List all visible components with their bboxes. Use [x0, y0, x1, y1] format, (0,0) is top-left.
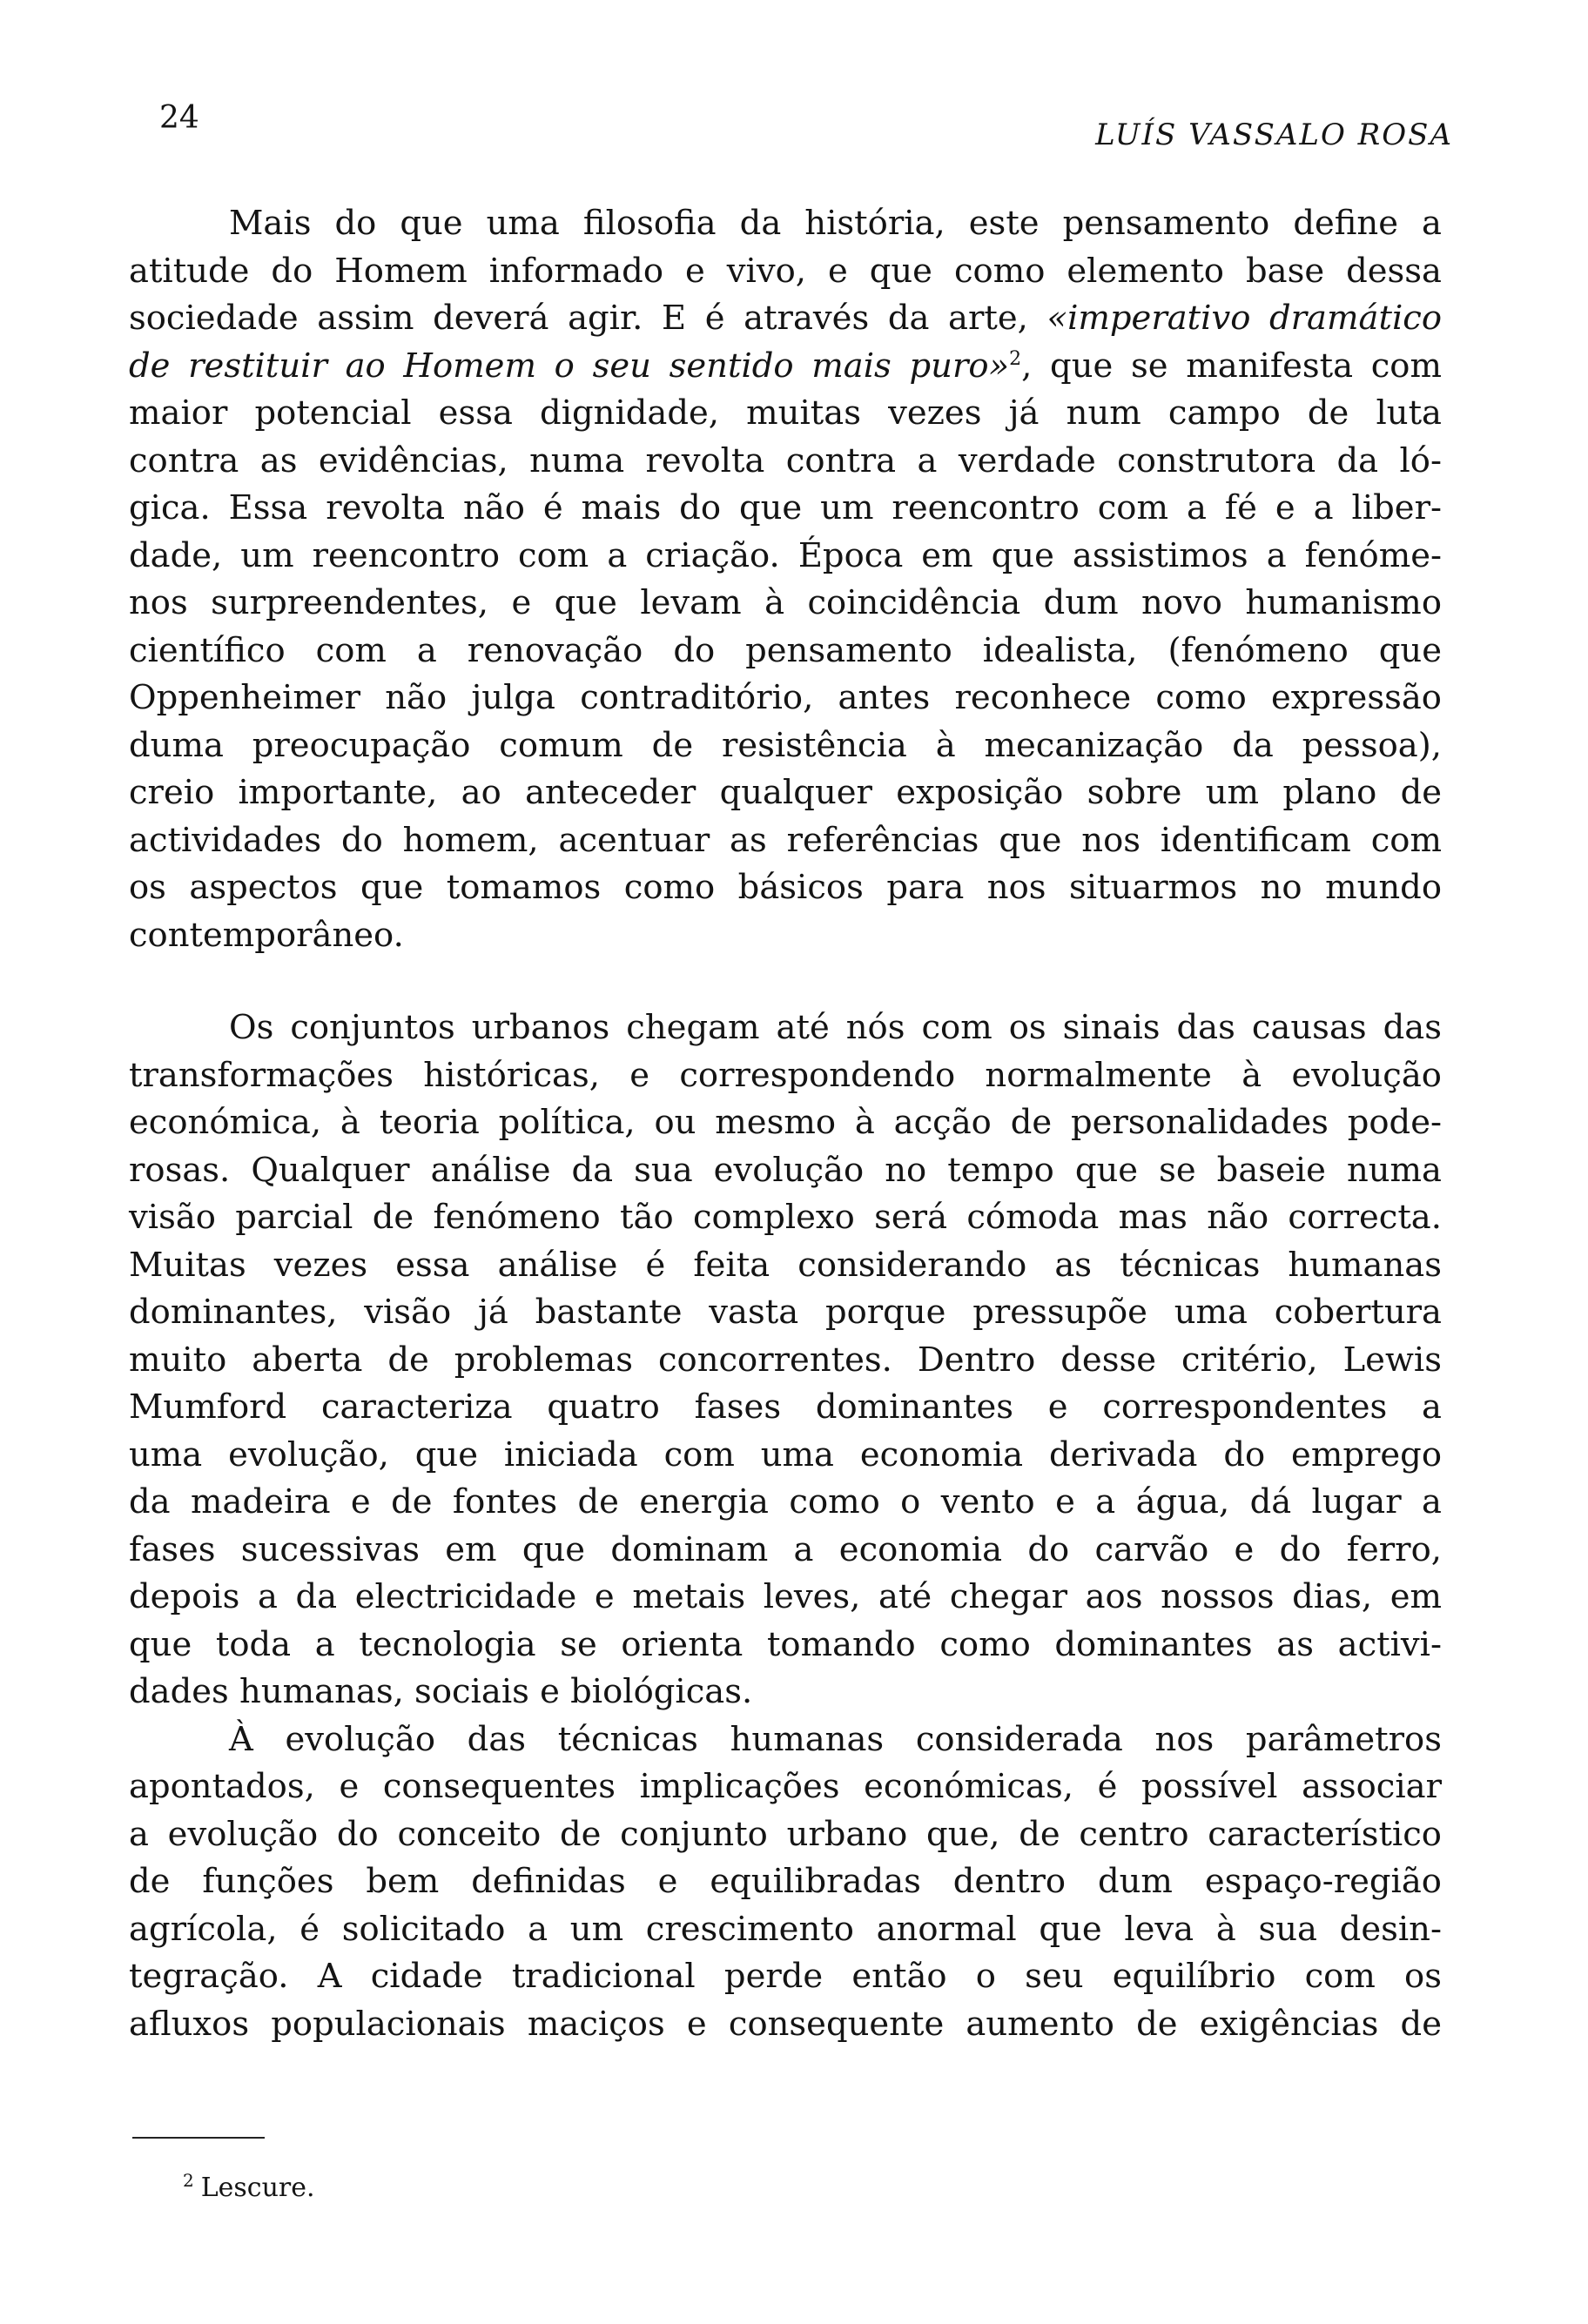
quotation-italic: de restituir ao Homem o seu sentido mais puro»	[129, 346, 1010, 386]
text-line: depois a da electricidade e metais leves, até chegar aos nossos dias, em	[129, 1577, 1442, 1616]
text-line	[129, 343, 1442, 391]
text-run: , que se manifesta com	[1021, 346, 1442, 386]
paragraph-2	[129, 1004, 1442, 1716]
text-line: contemporâneo.	[129, 915, 404, 955]
text-line: apontados, e consequentes implicações económicas, é possível associar	[129, 1767, 1442, 1806]
footnote-separator	[132, 2137, 265, 2139]
text-line: agrícola, é solicitado a um crescimento anormal que leva à sua desin-	[129, 1909, 1442, 1949]
text-line: duma preocupação comum de resistência à mecanização da pessoa),	[129, 725, 1442, 765]
footnote-reference: 2	[1009, 347, 1022, 370]
text-line: que toda a tecnologia se orienta tomando como dominantes as activi-	[129, 1624, 1442, 1664]
footnote	[183, 2170, 315, 2204]
text-line	[129, 295, 1442, 343]
paragraph-spacer	[129, 959, 1442, 1004]
footnote-mark: 2	[183, 2170, 194, 2191]
text-line: nos surpreendentes, e que levam à coincidência dum novo humanismo	[129, 583, 1442, 622]
footnote-text: Lescure.	[200, 2173, 315, 2203]
text-line: dades humanas, sociais e biológicas.	[129, 1672, 753, 1711]
text-line: afluxos populacionais maciços e consequente aumento de exigências de	[129, 2004, 1442, 2044]
text-line: contra as evidências, numa revolta contra a verdade construtora da ló-	[129, 440, 1442, 480]
text-line: Oppenheimer não julga contraditório, antes reconhece como expressão	[129, 678, 1442, 717]
running-header: LUÍS VASSALO ROSA	[1095, 118, 1453, 152]
text-line: muito aberta de problemas concorrentes. Dentro desse critério, Lewis	[129, 1340, 1442, 1380]
text-line: visão parcial de fenómeno tão complexo será cómoda mas não correcta.	[129, 1198, 1442, 1237]
text-line: transformações históricas, e correspondendo normalmente à evolução	[129, 1055, 1442, 1095]
text-line: Muitas vezes essa análise é feita considerando as técnicas humanas	[129, 1245, 1442, 1285]
text-line: creio importante, ao anteceder qualquer exposição sobre um plano de	[129, 773, 1442, 812]
text-line: a evolução do conceito de conjunto urbano que, de centro característico	[129, 1814, 1442, 1854]
text-line: rosas. Qualquer análise da sua evolução no tempo que se baseie numa	[129, 1150, 1442, 1190]
text-line: dominantes, visão já bastante vasta porque pressupõe uma cobertura	[129, 1293, 1442, 1332]
quotation-italic: «imperativo dramático	[1046, 299, 1442, 338]
paragraph-1	[129, 200, 1442, 959]
text-line: económica, à teoria política, ou mesmo à acção de personalidades pode-	[129, 1103, 1442, 1142]
text-line: Mais do que uma filosofia da história, este pensamento define a	[229, 204, 1442, 243]
text-line: da madeira e de fontes de energia como o vento e a água, dá lugar a	[129, 1482, 1442, 1521]
text-run: sociedade assim deverá agir. E é através da arte,	[129, 299, 1047, 338]
text-line: actividades do homem, acentuar as referências que nos identificam com	[129, 820, 1442, 860]
text-line: Os conjuntos urbanos chegam até nós com os sinais das causas das	[229, 1008, 1442, 1047]
text-line: científico com a renovação do pensamento idealista, (fenómeno que	[129, 630, 1442, 670]
paragraph-3	[129, 1716, 1442, 2049]
text-line: tegração. A cidade tradicional perde então o seu equilíbrio com os	[129, 1957, 1442, 1996]
text-line: os aspectos que tomamos como básicos para nos situarmos no mundo	[129, 868, 1442, 907]
page-number: 24	[159, 100, 199, 136]
text-line: maior potencial essa dignidade, muitas vezes já num campo de luta	[129, 393, 1442, 433]
text-line: fases sucessivas em que dominam a economia do carvão e do ferro,	[129, 1529, 1442, 1569]
text-line: de funções bem definidas e equilibradas dentro dum espaço-região	[129, 1862, 1442, 1901]
main-text	[129, 200, 1442, 2048]
text-line: uma evolução, que iniciada com uma economia derivada do emprego	[129, 1434, 1442, 1474]
text-line: Mumford caracteriza quatro fases dominantes e correspondentes a	[129, 1387, 1442, 1427]
text-line: dade, um reencontro com a criação. Época em que assistimos a fenóme-	[129, 535, 1442, 575]
text-line: gica. Essa revolta não é mais do que um reencontro com a fé e a liber-	[129, 488, 1442, 527]
text-line: atitude do Homem informado e vivo, e que como elemento base dessa	[129, 251, 1442, 291]
text-line: À evolução das técnicas humanas considerada nos parâmetros	[229, 1719, 1442, 1759]
